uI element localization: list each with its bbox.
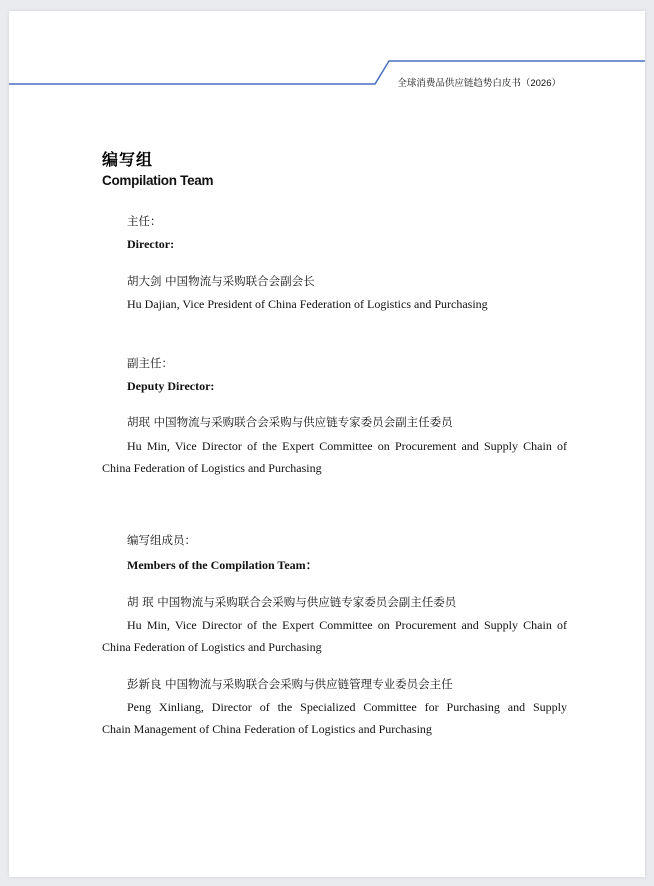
deputy-name-cn: 胡珉 中国物流与采购联合会采购与供应链专家委员会副主任委员 <box>127 415 453 429</box>
members-label-en: Members of the Compilation Team： <box>127 558 318 572</box>
deputy-desc-en-line2: China Federation of Logistics and Purchasing <box>102 461 322 475</box>
deputy-desc-en-line1: Hu Min, Vice Director of the Expert Committee on Procurement and Supply Chain of <box>127 439 567 453</box>
director-label-en: Director: <box>127 237 175 251</box>
member-desc-en-line1: Hu Min, Vice Director of the Expert Committee on Procurement and Supply Chain of <box>127 618 567 632</box>
director-label-cn: 主任： <box>127 214 162 228</box>
member-desc-en-line1: Peng Xinliang, Director of the Specialized Committee for Purchasing and Supply <box>127 700 567 714</box>
member-name-cn: 胡 珉 中国物流与采购联合会采购与供应链专家委员会副主任委员 <box>127 595 457 609</box>
deputy-label-cn: 副主任： <box>127 356 173 370</box>
section-title-en: Compilation Team <box>102 173 214 188</box>
member-desc-en-line2: Chain Management of China Federation of Logistics and Purchasing <box>102 722 432 736</box>
director-name-cn: 胡大剑 中国物流与采购联合会副会长 <box>127 274 315 288</box>
member-name-cn: 彭新良 中国物流与采购联合会采购与供应链管理专业委员会主任 <box>127 677 453 691</box>
deputy-label-en: Deputy Director: <box>127 379 215 393</box>
director-desc-en: Hu Dajian, Vice President of China Federation of Logistics and Purchasing <box>127 297 488 311</box>
header-title: 全球消费品供应链趋势白皮书（2026） <box>397 78 561 89</box>
members-label-cn: 编写组成员： <box>127 533 196 547</box>
section-title-cn: 编写组 <box>102 150 154 169</box>
document-page <box>9 11 645 877</box>
member-desc-en-line2: China Federation of Logistics and Purchasing <box>102 640 322 654</box>
